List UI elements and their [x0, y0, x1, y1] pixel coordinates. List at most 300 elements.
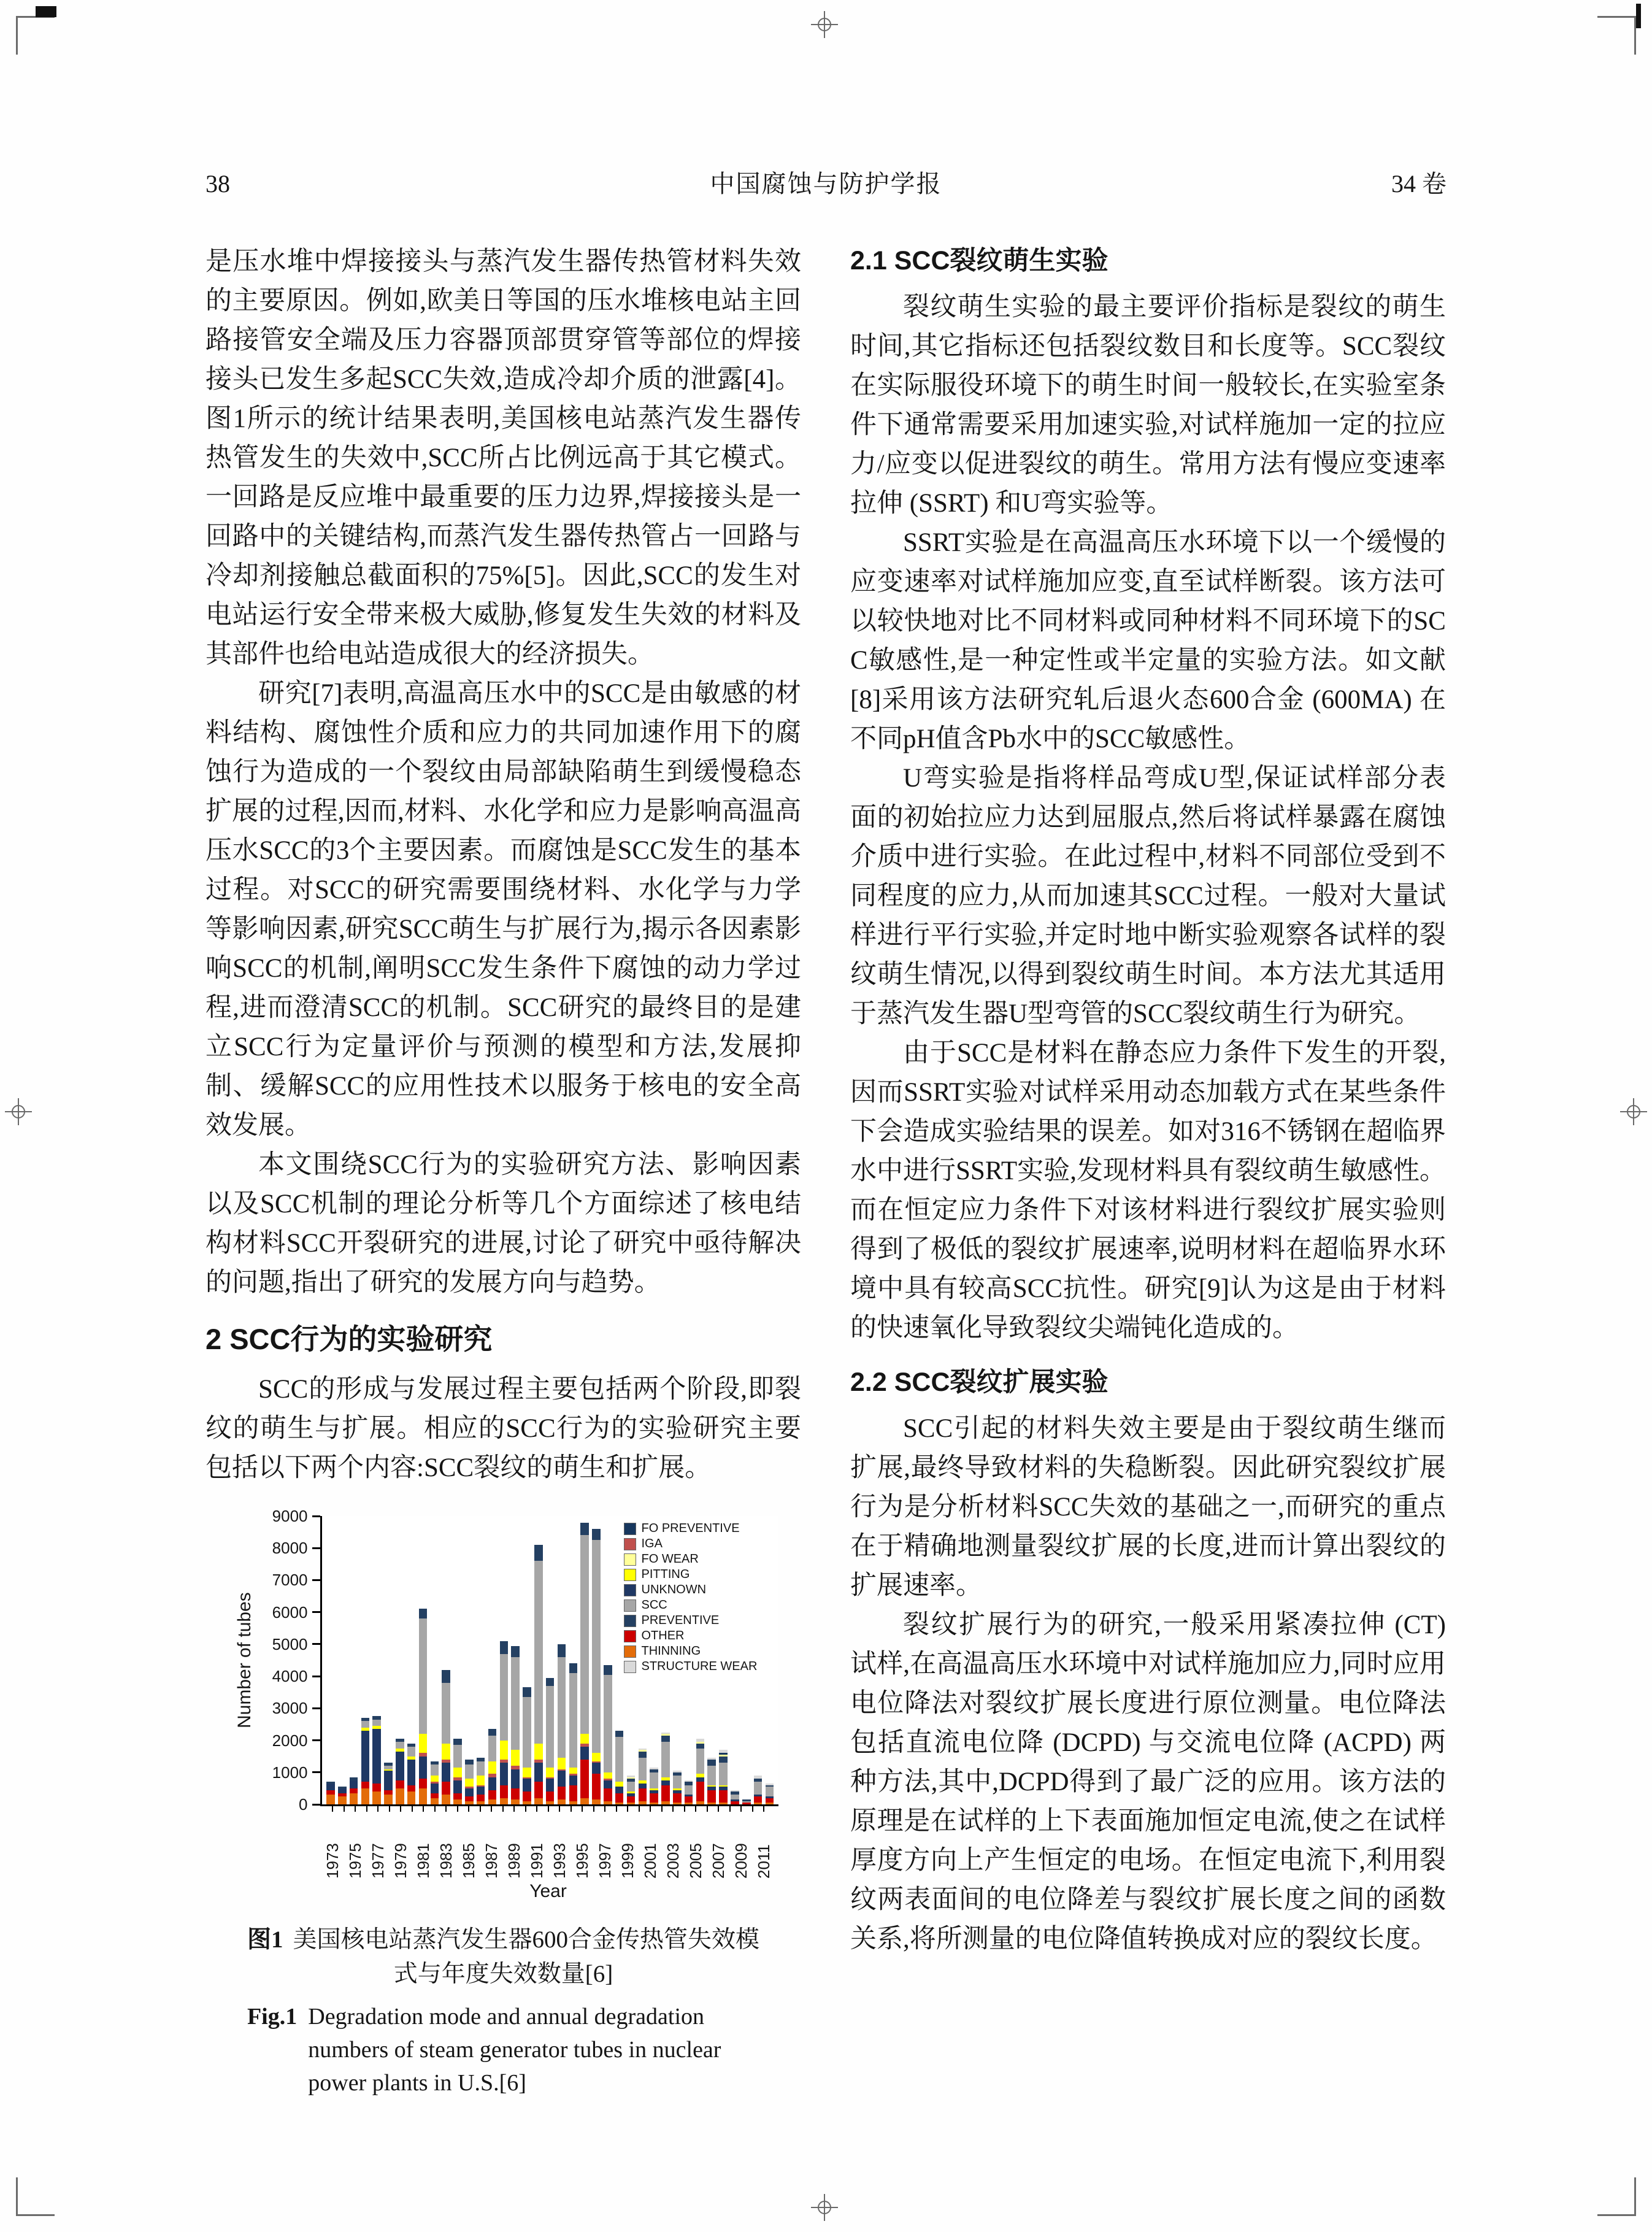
- bar-segment: [719, 1757, 728, 1763]
- bar-segment: [523, 1779, 531, 1791]
- stacked-bar: [592, 1529, 601, 1804]
- bar-segment: [326, 1784, 335, 1790]
- x-tick-label: 1981: [413, 1843, 432, 1879]
- bar-segment: [350, 1793, 358, 1804]
- x-tick: [573, 1806, 592, 1879]
- x-tick-label: 1987: [482, 1843, 501, 1879]
- x-tick-label: 1979: [391, 1843, 410, 1879]
- bar-segment: [534, 1561, 543, 1744]
- y-tick-mark: [312, 1579, 320, 1581]
- bar-segment: [546, 1801, 555, 1804]
- bar-segment: [361, 1731, 370, 1782]
- bar-segment: [661, 1801, 670, 1804]
- bar-segment: [615, 1782, 624, 1787]
- plot-area: [320, 1516, 778, 1806]
- bar-segment: [661, 1742, 670, 1777]
- bar-slot: [429, 1516, 440, 1804]
- bar-segment: [453, 1739, 462, 1745]
- bar-segment: [488, 1729, 497, 1735]
- bar-segment: [465, 1796, 474, 1801]
- bar-slot: [498, 1516, 510, 1804]
- bar-segment: [350, 1788, 358, 1793]
- section-heading-2-2: 2.2 SCC裂纹扩展实验: [850, 1368, 1108, 1397]
- bar-segment: [407, 1785, 416, 1791]
- volume-number: 34 卷: [1391, 170, 1446, 198]
- y-tick-label: 4000: [272, 1667, 308, 1686]
- ink-mark: [36, 6, 56, 17]
- stacked-bar: [361, 1718, 370, 1804]
- bar-segment: [592, 1540, 601, 1753]
- bar-segment: [372, 1784, 381, 1791]
- bar-segment: [766, 1798, 774, 1803]
- bar-segment: [546, 1686, 555, 1768]
- legend-label: PITTING: [641, 1568, 690, 1581]
- bar-slot: [602, 1516, 613, 1804]
- stacked-bar: [707, 1758, 716, 1804]
- crop-mark-top-right: [1597, 16, 1636, 55]
- stacked-bar: [685, 1780, 693, 1804]
- bar-segment: [766, 1787, 774, 1796]
- bar-slot: [475, 1516, 486, 1804]
- bar-segment: [615, 1793, 624, 1803]
- bar-segment: [685, 1803, 693, 1804]
- bar-slot: [440, 1516, 452, 1804]
- bar-segment: [615, 1737, 624, 1782]
- stacked-bar: [534, 1545, 543, 1804]
- bar-segment: [500, 1763, 509, 1785]
- crop-mark-top-left: [16, 16, 55, 55]
- x-tick-label: 1997: [595, 1843, 614, 1879]
- bar-segment: [569, 1663, 578, 1673]
- x-tick: [641, 1806, 660, 1879]
- bar-segment: [580, 1734, 589, 1744]
- bar-segment: [615, 1731, 624, 1737]
- bar-slot: [452, 1516, 464, 1804]
- figure-caption-en: [247, 2000, 759, 2099]
- stacked-bar: [372, 1716, 381, 1804]
- stacked-bar: [650, 1768, 658, 1804]
- bar-segment: [719, 1763, 728, 1785]
- stacked-bar: [719, 1750, 728, 1804]
- bar-segment: [569, 1776, 578, 1785]
- bar-segment: [326, 1790, 335, 1795]
- bar-segment: [396, 1780, 404, 1788]
- bar-segment: [511, 1769, 520, 1788]
- x-tick: [664, 1806, 683, 1879]
- bar-segment: [338, 1788, 347, 1793]
- legend-label: THINNING: [641, 1644, 701, 1658]
- stacked-bar: [338, 1787, 347, 1804]
- bar-slot: [579, 1516, 591, 1804]
- bar-segment: [650, 1803, 658, 1804]
- bar-segment: [419, 1779, 428, 1788]
- bar-slot: [532, 1516, 544, 1804]
- stacked-bar: [627, 1776, 636, 1804]
- bar-segment: [580, 1798, 589, 1804]
- x-tick-label: 1995: [572, 1843, 591, 1879]
- left-column: [206, 242, 801, 2099]
- bar-segment: [580, 1535, 589, 1734]
- stacked-bar: [569, 1663, 578, 1804]
- bar-slot: [336, 1516, 348, 1804]
- legend-item: [624, 1628, 772, 1643]
- bar-segment: [453, 1793, 462, 1799]
- bar-segment: [431, 1784, 439, 1793]
- y-tick-label: 3000: [272, 1699, 308, 1718]
- stacked-bar: [661, 1733, 670, 1804]
- y-tick-label: 5000: [272, 1634, 308, 1653]
- bar-segment: [477, 1776, 485, 1785]
- y-tick-label: 7000: [272, 1571, 308, 1590]
- bar-segment: [431, 1793, 439, 1798]
- bar-segment: [523, 1791, 531, 1801]
- legend-swatch: [624, 1538, 636, 1550]
- figure-label-en: Fig.1: [247, 2004, 298, 2030]
- y-tick-mark: [312, 1804, 320, 1806]
- right-column: [850, 242, 1446, 2099]
- bar-segment: [580, 1747, 589, 1760]
- bar-segment: [384, 1790, 393, 1795]
- bar-segment: [511, 1799, 520, 1804]
- bar-segment: [407, 1791, 416, 1804]
- bar-segment: [742, 1803, 751, 1804]
- page-body: [206, 242, 1446, 2099]
- x-tick: [414, 1806, 433, 1879]
- y-tick-mark: [312, 1515, 320, 1517]
- bar-segment: [453, 1745, 462, 1768]
- stacked-bar: [431, 1761, 439, 1804]
- bar-segment: [661, 1736, 670, 1742]
- paragraph: 裂纹扩展行为的研究,一般采用紧凑拉伸 (CT) 试样,在高温高压水环境中对试样施加应力,同时应用电位降法对裂纹扩展长度进行原位测量。电位降法包括直流电位降 (DCPD) 与交流电位降 (ACPD) 两种方法,其中,DCPD得到了最广泛的应用。该方法的原理是在试样的上下表面施加恒定电流,使之在试样厚度方向上产生恒定的电场。在恒定电流下,利用裂纹两表面间的电位降差与裂纹扩展长度之间的函数关系,将所测量的电位降值转换成对应的裂纹长度。: [850, 1611, 1446, 1953]
- stacked-bar: [488, 1729, 497, 1804]
- x-tick: [732, 1806, 751, 1879]
- bar-segment: [442, 1782, 450, 1795]
- x-tick-label: 1977: [368, 1843, 387, 1879]
- legend-swatch: [624, 1645, 636, 1658]
- bar-segment: [534, 1782, 543, 1798]
- x-tick-label: 2007: [709, 1843, 728, 1879]
- bar-segment: [419, 1618, 428, 1734]
- legend-swatch: [624, 1553, 636, 1566]
- figure-caption-cn-text: 美国核电站蒸汽发生器600合金传热管失效模式与年度失效数量[6]: [293, 1926, 760, 1987]
- bar-segment: [384, 1795, 393, 1804]
- bar-segment: [673, 1793, 682, 1803]
- y-tick-mark: [312, 1739, 320, 1741]
- bar-segment: [523, 1801, 531, 1804]
- stacked-bar: [477, 1758, 485, 1804]
- bar-slot: [383, 1516, 394, 1804]
- bar-segment: [488, 1736, 497, 1761]
- stacked-bar: [546, 1678, 555, 1804]
- registration-mark-right: [1620, 1098, 1647, 1125]
- bar-segment: [558, 1771, 566, 1787]
- bar-segment: [707, 1766, 716, 1785]
- bar-slot: [405, 1516, 417, 1804]
- y-tick-label: 0: [299, 1795, 308, 1814]
- bar-slot: [591, 1516, 602, 1804]
- paragraph: 研究[7]表明,高温高压水中的SCC是由敏感的材料结构、腐蚀性介质和应力的共同加速作用下的腐蚀行为造成的一个裂纹由局部缺陷萌生到缓慢稳态扩展的过程,因而,材料、水化学和应力是影响高温高压水SCC的3个主要因素。而腐蚀是SCC发生的基本过程。对SCC的研究需要围绕材料、水化学与力学等影响因素,研究SCC萌生与扩展行为,揭示各因素影响SCC的机制,阐明SCC发生条件下腐蚀的动力学过程,进而澄清SCC的机制。SCC研究的最终目的是建立SCC行为定量评价与预测的模型和方法,发展抑制、缓解SCC的应用性技术以服务于核电的安全高效发展。: [206, 679, 801, 1140]
- bar-segment: [442, 1744, 450, 1760]
- stacked-bar: [326, 1782, 335, 1804]
- figure-label-cn: 图1: [247, 1926, 283, 1953]
- stacked-bar: [696, 1739, 705, 1804]
- stacked-bar: [639, 1749, 647, 1804]
- y-axis-ticks: [259, 1507, 320, 1814]
- bar-segment: [442, 1763, 450, 1782]
- bar-segment: [477, 1795, 485, 1801]
- legend-swatch: [624, 1630, 636, 1642]
- bar-segment: [500, 1798, 509, 1804]
- bar-segment: [546, 1768, 555, 1777]
- bar-segment: [361, 1721, 370, 1727]
- bar-segment: [569, 1801, 578, 1804]
- bar-segment: [465, 1788, 474, 1796]
- legend-item: [624, 1582, 772, 1597]
- x-tick: [596, 1806, 615, 1879]
- bar-segment: [661, 1780, 670, 1785]
- legend-label: SCC: [641, 1598, 667, 1612]
- bar-segment: [650, 1772, 658, 1788]
- legend-label: IGA: [641, 1537, 663, 1550]
- bar-segment: [511, 1657, 520, 1750]
- bar-segment: [754, 1782, 763, 1795]
- x-tick: [482, 1806, 501, 1879]
- bar-segment: [477, 1761, 485, 1776]
- stacked-bar: [558, 1644, 566, 1804]
- stacked-bar: [766, 1784, 774, 1804]
- stacked-bar: [615, 1731, 624, 1804]
- y-tick-mark: [312, 1771, 320, 1773]
- bar-segment: [569, 1768, 578, 1774]
- stacked-bar: [754, 1776, 763, 1804]
- bar-segment: [442, 1670, 450, 1683]
- bar-segment: [511, 1750, 520, 1766]
- legend-item: [624, 1536, 772, 1551]
- page-number: 38: [206, 170, 230, 198]
- bar-segment: [465, 1779, 474, 1787]
- bar-segment: [488, 1790, 497, 1800]
- stacked-bar: [604, 1665, 612, 1804]
- legend-swatch: [624, 1584, 636, 1596]
- bar-segment: [685, 1785, 693, 1795]
- bar-segment: [453, 1799, 462, 1804]
- bar-segment: [639, 1758, 647, 1780]
- bar-segment: [326, 1795, 335, 1804]
- x-tick-label: 1989: [504, 1843, 523, 1879]
- figure-1: [206, 1507, 801, 2099]
- stacked-bar: [742, 1799, 751, 1804]
- page-header: [206, 164, 1446, 199]
- bar-segment: [707, 1760, 716, 1766]
- bar-segment: [685, 1796, 693, 1803]
- chart-legend: [619, 1517, 777, 1678]
- y-axis-title: Number of tubes: [234, 1592, 255, 1728]
- bar-segment: [500, 1741, 509, 1760]
- legend-swatch: [624, 1523, 636, 1535]
- bar-segment: [407, 1747, 416, 1757]
- x-tick-label: 1973: [323, 1843, 342, 1879]
- bar-segment: [465, 1801, 474, 1804]
- bar-segment: [673, 1776, 682, 1788]
- bar-segment: [558, 1787, 566, 1799]
- legend-item: [624, 1567, 772, 1582]
- bar-segment: [546, 1791, 555, 1801]
- y-tick-mark: [312, 1676, 320, 1677]
- x-tick-label: 2001: [640, 1843, 659, 1879]
- bar-segment: [627, 1782, 636, 1791]
- bar-segment: [731, 1795, 739, 1799]
- bar-segment: [580, 1523, 589, 1536]
- bar-segment: [372, 1729, 381, 1784]
- y-tick-label: 6000: [272, 1603, 308, 1622]
- bar-slot: [556, 1516, 567, 1804]
- legend-swatch: [624, 1615, 636, 1627]
- bar-slot: [567, 1516, 579, 1804]
- bar-segment: [453, 1768, 462, 1777]
- bar-segment: [546, 1678, 555, 1686]
- bar-slot: [359, 1516, 371, 1804]
- legend-item: [624, 1598, 772, 1612]
- stacked-bar: [384, 1763, 393, 1804]
- bar-segment: [511, 1788, 520, 1799]
- section-heading-2-1: 2.1 SCC裂纹萌生实验: [850, 246, 1108, 275]
- figure-caption-en-text: Degradation mode and annual degradation numbers of steam generator tubes in nuclear power plants in U.S.[6]: [308, 2004, 721, 2096]
- legend-swatch: [624, 1661, 636, 1673]
- bar-segment: [488, 1777, 497, 1790]
- bar-segment: [372, 1791, 381, 1804]
- bar-segment: [615, 1803, 624, 1804]
- x-tick: [369, 1806, 388, 1879]
- bar-segment: [396, 1752, 404, 1780]
- x-tick-label: 2003: [663, 1843, 682, 1879]
- x-tick: [550, 1806, 569, 1879]
- x-tick: [346, 1806, 365, 1879]
- bar-slot: [544, 1516, 556, 1804]
- bar-segment: [639, 1801, 647, 1804]
- y-tick-label: 8000: [272, 1539, 308, 1558]
- bar-segment: [604, 1675, 612, 1772]
- figure-caption-cn: [241, 1923, 765, 1991]
- x-tick-label: 1999: [618, 1843, 637, 1879]
- bar-slot: [394, 1516, 405, 1804]
- bar-segment: [453, 1780, 462, 1793]
- legend-label: OTHER: [641, 1629, 685, 1642]
- stacked-bar: [442, 1670, 450, 1804]
- bar-segment: [707, 1803, 716, 1804]
- legend-label: FO PREVENTIVE: [641, 1522, 740, 1535]
- bar-segment: [707, 1790, 716, 1803]
- x-tick-label: 1975: [345, 1843, 364, 1879]
- bar-segment: [407, 1760, 416, 1785]
- bar-segment: [615, 1787, 624, 1793]
- paragraph: 由于SCC是材料在静态应力条件下发生的开裂,因而SSRT实验对试样采用动态加载方式在某些条件下会造成实验结果的误差。如对316不锈钢在超临界水中进行SSRT实验,发现材料具有裂纹萌生敏感性。而在恒定应力条件下对该材料进行裂纹扩展实验则得到了极低的裂纹扩展速率,说明材料在超临界水环境中具有较高SCC抗性。研究[9]认为这是由于材料的快速氧化导致裂纹尖端钝化造成的。: [850, 1039, 1446, 1342]
- bar-segment: [361, 1782, 370, 1788]
- stacked-bar: [523, 1687, 531, 1804]
- bar-segment: [719, 1790, 728, 1803]
- legend-label: STRUCTURE WEAR: [641, 1660, 758, 1673]
- bar-segment: [558, 1799, 566, 1804]
- x-tick: [618, 1806, 637, 1879]
- bar-segment: [488, 1799, 497, 1804]
- bar-segment: [465, 1764, 474, 1779]
- bar-segment: [627, 1796, 636, 1803]
- crop-mark-bottom-left: [16, 2177, 55, 2216]
- x-axis-title: Year: [529, 1881, 567, 1901]
- bar-segment: [361, 1788, 370, 1804]
- bar-segment: [546, 1779, 555, 1791]
- registration-mark-top: [811, 11, 838, 38]
- bar-segment: [592, 1799, 601, 1804]
- legend-item: [624, 1521, 772, 1536]
- bar-segment: [419, 1757, 428, 1779]
- x-tick: [459, 1806, 478, 1879]
- x-tick-label: 2011: [754, 1844, 773, 1879]
- x-tick: [709, 1806, 728, 1879]
- bar-segment: [754, 1796, 763, 1803]
- stacked-bar: [396, 1739, 404, 1804]
- paragraph: SCC的形成与发展过程主要包括两个阶段,即裂纹的萌生与扩展。相应的SCC行为的实验研究主要包括以下两个内容:SCC裂纹的萌生和扩展。: [206, 1375, 801, 1482]
- bar-segment: [396, 1788, 404, 1804]
- legend-swatch: [624, 1569, 636, 1581]
- x-axis-ticks: [320, 1806, 777, 1879]
- bar-slot: [371, 1516, 383, 1804]
- crop-mark-bottom-right: [1597, 2177, 1636, 2216]
- y-tick-mark: [312, 1547, 320, 1549]
- x-tick: [505, 1806, 524, 1879]
- bar-segment: [442, 1795, 450, 1804]
- paragraph: SSRT实验是在高温高压水环境下以一个缓慢的应变速率对试样施加应变,直至试样断裂。该方法可以较快地对比不同材料或同种材料不同环境下的SCC敏感性,是一种定性或半定量的实验方法。如文献[8]采用该方法研究轧后退火态600合金 (600MA) 在不同pH值含Pb水中的SCC敏感性。: [850, 528, 1446, 753]
- x-tick-label: 2009: [731, 1843, 750, 1879]
- bar-segment: [419, 1609, 428, 1618]
- bar-segment: [604, 1801, 612, 1804]
- stacked-bar: [500, 1641, 509, 1804]
- bar-segment: [534, 1545, 543, 1561]
- x-tick-label: 1993: [550, 1843, 569, 1879]
- y-tick-mark: [312, 1707, 320, 1709]
- bar-segment: [523, 1768, 531, 1777]
- x-tick-label: 1983: [436, 1843, 455, 1879]
- bar-segment: [592, 1774, 601, 1799]
- bar-segment: [580, 1760, 589, 1798]
- bar-segment: [534, 1744, 543, 1760]
- bar-segment: [673, 1803, 682, 1804]
- figure-1-chart: [206, 1507, 801, 1902]
- legend-item: [624, 1659, 772, 1674]
- bar-segment: [534, 1798, 543, 1804]
- bar-segment: [592, 1763, 601, 1774]
- bar-segment: [523, 1697, 531, 1768]
- bar-segment: [511, 1646, 520, 1657]
- paragraph: 本文围绕SCC行为的实验研究方法、影响因素以及SCC机制的理论分析等几个方面综述了核电结构材料SCC开裂研究的进展,讨论了研究中亟待解决的问题,指出了研究的发展方向与趋势。: [206, 1150, 801, 1297]
- bar-segment: [639, 1752, 647, 1758]
- bar-segment: [650, 1793, 658, 1803]
- bar-segment: [534, 1763, 543, 1782]
- bar-segment: [419, 1734, 428, 1753]
- bar-segment: [558, 1644, 566, 1657]
- legend-item: [624, 1552, 772, 1566]
- bar-slot: [521, 1516, 533, 1804]
- legend-label: PREVENTIVE: [641, 1614, 720, 1627]
- y-tick-mark: [312, 1643, 320, 1645]
- bar-segment: [592, 1529, 601, 1540]
- stacked-bar: [673, 1771, 682, 1804]
- bar-segment: [419, 1788, 428, 1804]
- bar-segment: [558, 1657, 566, 1758]
- bar-segment: [477, 1801, 485, 1804]
- x-tick: [686, 1806, 705, 1879]
- bar-segment: [488, 1761, 497, 1774]
- bar-segment: [731, 1801, 739, 1804]
